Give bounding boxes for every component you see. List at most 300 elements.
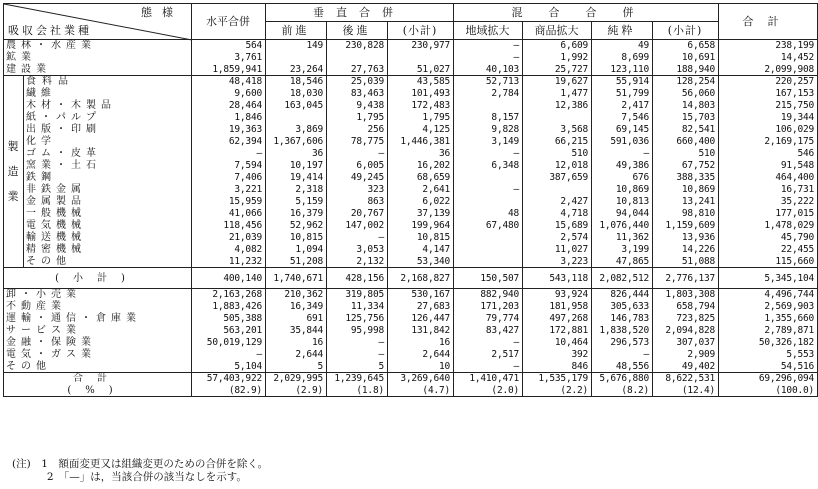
- table-cell: 54,516: [719, 361, 818, 373]
- table-cell: 4,718: [523, 208, 592, 220]
- table-cell: [266, 112, 327, 124]
- table-cell: 35,222: [719, 196, 818, 208]
- table-cell: 53,340: [388, 256, 454, 268]
- table-cell: 43,585: [388, 76, 454, 88]
- table-cell: 2,318: [266, 184, 327, 196]
- table-cell: 78,775: [327, 136, 388, 148]
- table-cell: 11,362: [592, 232, 653, 244]
- table-cell: 57,403,922: [192, 373, 266, 385]
- table-cell: 15,703: [653, 112, 719, 124]
- table-cell: 68,659: [388, 172, 454, 184]
- table-cell: 2,099,908: [719, 64, 818, 76]
- header-conglomerate-subtotal: (小計): [653, 22, 719, 40]
- table-cell: 2,641: [388, 184, 454, 196]
- subtotal-row: [4, 268, 818, 289]
- header-pure: 純粋: [592, 22, 653, 40]
- table-cell: 1,478,029: [719, 220, 818, 232]
- table-cell: 35,844: [266, 325, 327, 337]
- table-row: [4, 160, 818, 172]
- table-cell: 167,153: [719, 88, 818, 100]
- table-cell: 1,446,381: [388, 136, 454, 148]
- table-cell: 2,427: [523, 196, 592, 208]
- table-cell: 28,464: [192, 100, 266, 112]
- table-cell: 52,713: [454, 76, 523, 88]
- header-forward: 前進: [266, 22, 327, 40]
- total-row: [4, 373, 818, 385]
- table-cell: 67,752: [653, 160, 719, 172]
- row-label: 輸送機械: [24, 232, 192, 244]
- table-cell: [454, 100, 523, 112]
- table-cell: 1,367,606: [266, 136, 327, 148]
- table-row: [4, 256, 818, 268]
- table-cell: 4,125: [388, 124, 454, 136]
- table-cell: —: [192, 349, 266, 361]
- row-label: ゴム・皮革: [24, 148, 192, 160]
- table-cell: —: [192, 148, 266, 160]
- table-cell: 50,326,182: [719, 337, 818, 349]
- table-cell: 2,168,827: [388, 268, 454, 289]
- table-cell: 564: [192, 40, 266, 52]
- table-cell: 79,774: [454, 313, 523, 325]
- table-cell: 546: [719, 148, 818, 160]
- table-cell: 40,103: [454, 64, 523, 76]
- table-cell: 3,053: [327, 244, 388, 256]
- table-cell: 8,622,531: [653, 373, 719, 385]
- table-cell: 428,156: [327, 268, 388, 289]
- table-cell: 98,810: [653, 208, 719, 220]
- table-cell: 93,924: [523, 289, 592, 301]
- table-cell: 47,865: [592, 256, 653, 268]
- table-cell: 67,480: [454, 220, 523, 232]
- table-cell: [454, 244, 523, 256]
- table-cell: 8,157: [454, 112, 523, 124]
- row-label: 木材・木製品: [24, 100, 192, 112]
- table-cell: 510: [653, 148, 719, 160]
- table-cell: 6,348: [454, 160, 523, 172]
- table-cell: 23,264: [266, 64, 327, 76]
- table-cell: 12,386: [523, 100, 592, 112]
- table-cell: [523, 112, 592, 124]
- row-label: 合計: [4, 373, 192, 385]
- table-cell: 2,132: [327, 256, 388, 268]
- percent-row: [4, 385, 818, 397]
- table-cell: 16,349: [266, 301, 327, 313]
- table-cell: 863: [327, 196, 388, 208]
- table-cell: 14,226: [653, 244, 719, 256]
- table-cell: 51,799: [592, 88, 653, 100]
- table-cell: 543,118: [523, 268, 592, 289]
- table-cell: 3,149: [454, 136, 523, 148]
- table-cell: —: [327, 337, 388, 349]
- table-cell: 1,535,179: [523, 373, 592, 385]
- row-label: 窯業・土石: [24, 160, 192, 172]
- table-cell: 45,790: [719, 232, 818, 244]
- table-cell: 22,455: [719, 244, 818, 256]
- table-cell: 2,417: [592, 100, 653, 112]
- table-cell: 1,803,308: [653, 289, 719, 301]
- side-label-char: 業: [7, 190, 19, 203]
- table-cell: 400,140: [192, 268, 266, 289]
- table-cell: 21,039: [192, 232, 266, 244]
- header-area-expansion: 地域拡大: [454, 22, 523, 40]
- table-cell: 5: [327, 361, 388, 373]
- table-cell: 826,444: [592, 289, 653, 301]
- table-cell: 14,452: [719, 52, 818, 64]
- table-row: [4, 100, 818, 112]
- table-cell: 676: [592, 172, 653, 184]
- table-cell: 199,964: [388, 220, 454, 232]
- table-row: [4, 76, 818, 88]
- table-cell: (8.2): [592, 385, 653, 397]
- table-cell: 5,159: [266, 196, 327, 208]
- row-label: その他: [24, 256, 192, 268]
- table-cell: 323: [327, 184, 388, 196]
- table-cell: 2,644: [388, 349, 454, 361]
- table-cell: 6,609: [523, 40, 592, 52]
- table-cell: 5,553: [719, 349, 818, 361]
- table-cell: 723,825: [653, 313, 719, 325]
- table-cell: 181,958: [523, 301, 592, 313]
- table-cell: 19,627: [523, 76, 592, 88]
- table-cell: 4,496,744: [719, 289, 818, 301]
- header-vertical-subtotal: (小計): [388, 22, 454, 40]
- table-cell: [388, 52, 454, 64]
- table-cell: 505,388: [192, 313, 266, 325]
- table-cell: 11,334: [327, 301, 388, 313]
- table-cell: 36: [266, 148, 327, 160]
- table-cell: 50,019,129: [192, 337, 266, 349]
- table-cell: 19,363: [192, 124, 266, 136]
- table-cell: 6,022: [388, 196, 454, 208]
- row-label: (%): [4, 385, 192, 397]
- table-cell: 10,813: [592, 196, 653, 208]
- table-cell: 10,197: [266, 160, 327, 172]
- table-row: [4, 349, 818, 361]
- table-cell: 52,962: [266, 220, 327, 232]
- table-cell: 125,756: [327, 313, 388, 325]
- table-cell: —: [327, 349, 388, 361]
- table-cell: 305,633: [592, 301, 653, 313]
- table-cell: 126,447: [388, 313, 454, 325]
- table-cell: 94,044: [592, 208, 653, 220]
- table-cell: 392: [523, 349, 592, 361]
- table-cell: 9,828: [454, 124, 523, 136]
- table-row: [4, 232, 818, 244]
- table-cell: 3,199: [592, 244, 653, 256]
- table-cell: 530,167: [388, 289, 454, 301]
- table-cell: 49,245: [327, 172, 388, 184]
- table-cell: 3,761: [192, 52, 266, 64]
- table-row: [4, 244, 818, 256]
- table-cell: 2,909: [653, 349, 719, 361]
- header-diagonal-cell: [4, 4, 192, 40]
- table-cell: 2,517: [454, 349, 523, 361]
- manufacturing-side-label: [4, 76, 24, 268]
- table-cell: 10,869: [592, 184, 653, 196]
- table-cell: —: [454, 40, 523, 52]
- row-label: その他: [4, 361, 192, 373]
- table-cell: 27,763: [327, 64, 388, 76]
- table-cell: 10: [388, 361, 454, 373]
- table-cell: 48,556: [592, 361, 653, 373]
- table-cell: 1,094: [266, 244, 327, 256]
- table-cell: 18,030: [266, 88, 327, 100]
- table-cell: 691: [266, 313, 327, 325]
- header-total: 合計: [719, 4, 818, 40]
- table-cell: 128,254: [653, 76, 719, 88]
- table-cell: 150,507: [454, 268, 523, 289]
- table-cell: —: [454, 337, 523, 349]
- header-horizontal: 水平合併: [192, 4, 266, 40]
- table-cell: 69,296,094: [719, 373, 818, 385]
- row-label: 電気・ガス業: [4, 349, 192, 361]
- table-cell: 7,594: [192, 160, 266, 172]
- row-label: 卸・小売業: [4, 289, 192, 301]
- table-cell: 16: [266, 337, 327, 349]
- table-cell: 83,427: [454, 325, 523, 337]
- row-label: 鉱業: [4, 52, 192, 64]
- table-cell: 10,815: [388, 232, 454, 244]
- side-label-char: 造: [7, 165, 19, 178]
- table-cell: 1,410,471: [454, 373, 523, 385]
- table-cell: 7,406: [192, 172, 266, 184]
- table-cell: 3,568: [523, 124, 592, 136]
- table-cell: 83,463: [327, 88, 388, 100]
- table-cell: 62,394: [192, 136, 266, 148]
- table-cell: 1,883,426: [192, 301, 266, 313]
- table-cell: 2,776,137: [653, 268, 719, 289]
- row-label: 金融・保険業: [4, 337, 192, 349]
- note-1: (注) 1 額面変更又は組織変更のための合併を除く。: [12, 458, 269, 470]
- table-cell: 16: [388, 337, 454, 349]
- row-label: 食料品: [24, 76, 192, 88]
- table-cell: 41,066: [192, 208, 266, 220]
- table-cell: 1,740,671: [266, 268, 327, 289]
- table-cell: 464,400: [719, 172, 818, 184]
- table-cell: 55,914: [592, 76, 653, 88]
- table-cell: 123,110: [592, 64, 653, 76]
- table-cell: (82.9): [192, 385, 266, 397]
- table-cell: —: [454, 52, 523, 64]
- row-label: 繊維: [24, 88, 192, 100]
- table-row: [4, 112, 818, 124]
- table-cell: 2,169,175: [719, 136, 818, 148]
- table-cell: 11,232: [192, 256, 266, 268]
- side-label-char: 製: [7, 140, 19, 153]
- table-cell: 56,060: [653, 88, 719, 100]
- table-cell: 4,082: [192, 244, 266, 256]
- row-label: サービス業: [4, 325, 192, 337]
- row-label: 非鉄金属: [24, 184, 192, 196]
- table-cell: 37,139: [388, 208, 454, 220]
- table-cell: 296,573: [592, 337, 653, 349]
- table-cell: 510: [523, 148, 592, 160]
- table-cell: [454, 232, 523, 244]
- table-cell: 82,541: [653, 124, 719, 136]
- table-body-lower: [4, 289, 818, 397]
- table-cell: 230,828: [327, 40, 388, 52]
- merger-table: [3, 3, 818, 397]
- row-label: 出版・印刷: [24, 124, 192, 136]
- table-cell: 2,094,828: [653, 325, 719, 337]
- table-cell: 1,477: [523, 88, 592, 100]
- table-row: [4, 40, 818, 52]
- table-cell: 1,355,660: [719, 313, 818, 325]
- table-cell: 7,546: [592, 112, 653, 124]
- table-cell: 660,400: [653, 136, 719, 148]
- table-cell: —: [327, 232, 388, 244]
- table-cell: 591,036: [592, 136, 653, 148]
- row-label: (小計): [4, 268, 192, 289]
- table-cell: —: [592, 148, 653, 160]
- table-cell: (2.9): [266, 385, 327, 397]
- table-cell: 14,803: [653, 100, 719, 112]
- table-cell: (2.2): [523, 385, 592, 397]
- note-2: 2 「—」は，当該合併の該当なしを示す。: [12, 471, 247, 483]
- table-cell: 497,268: [523, 313, 592, 325]
- table-cell: 2,569,903: [719, 301, 818, 313]
- row-label: 電気機械: [24, 220, 192, 232]
- table-cell: 18,546: [266, 76, 327, 88]
- table-cell: 20,767: [327, 208, 388, 220]
- table-cell: [454, 256, 523, 268]
- row-label: 鉄鋼: [24, 172, 192, 184]
- table-cell: 4,147: [388, 244, 454, 256]
- table-cell: 10,815: [266, 232, 327, 244]
- table-cell: 5,345,104: [719, 268, 818, 289]
- table-cell: 2,784: [454, 88, 523, 100]
- row-label: 精密機械: [24, 244, 192, 256]
- table-cell: —: [454, 184, 523, 196]
- table-cell: 15,959: [192, 196, 266, 208]
- table-cell: 1,795: [327, 112, 388, 124]
- table-cell: 172,881: [523, 325, 592, 337]
- table-cell: 11,027: [523, 244, 592, 256]
- table-cell: 10,464: [523, 337, 592, 349]
- table-row: [4, 196, 818, 208]
- table-cell: 2,082,512: [592, 268, 653, 289]
- table-row: [4, 208, 818, 220]
- header-conglomerate: 混合合併: [454, 4, 719, 22]
- table-cell: 16,731: [719, 184, 818, 196]
- table-body-upper: [4, 40, 818, 289]
- row-label: 農林・水産業: [4, 40, 192, 52]
- table-cell: 27,683: [388, 301, 454, 313]
- row-label: 建設業: [4, 64, 192, 76]
- header-backward: 後進: [327, 22, 388, 40]
- table-cell: 2,029,995: [266, 373, 327, 385]
- notes: [12, 458, 268, 484]
- table-row: [4, 136, 818, 148]
- table-cell: 3,269,640: [388, 373, 454, 385]
- table-row: [4, 301, 818, 313]
- table-cell: 91,548: [719, 160, 818, 172]
- table-cell: 12,018: [523, 160, 592, 172]
- table-cell: 3,869: [266, 124, 327, 136]
- row-label: 不動産業: [4, 301, 192, 313]
- table-cell: 2,644: [266, 349, 327, 361]
- table-cell: 388,335: [653, 172, 719, 184]
- table-cell: 1,159,609: [653, 220, 719, 232]
- table-cell: 115,660: [719, 256, 818, 268]
- table-cell: —: [454, 361, 523, 373]
- table-cell: 210,362: [266, 289, 327, 301]
- table-cell: 5: [266, 361, 327, 373]
- table-cell: 13,241: [653, 196, 719, 208]
- table-cell: 49,386: [592, 160, 653, 172]
- table-row: [4, 361, 818, 373]
- table-cell: —: [454, 148, 523, 160]
- table-cell: 25,727: [523, 64, 592, 76]
- table-cell: 66,215: [523, 136, 592, 148]
- table-cell: [454, 172, 523, 184]
- table-cell: 8,699: [592, 52, 653, 64]
- table-cell: [327, 52, 388, 64]
- table-row: [4, 220, 818, 232]
- table-cell: —: [592, 349, 653, 361]
- table-cell: 6,005: [327, 160, 388, 172]
- table-cell: 882,940: [454, 289, 523, 301]
- table-row: [4, 325, 818, 337]
- table-row: [4, 289, 818, 301]
- table-cell: 106,029: [719, 124, 818, 136]
- table-row: [4, 337, 818, 349]
- table-cell: 1,795: [388, 112, 454, 124]
- table-cell: 5,676,880: [592, 373, 653, 385]
- table-cell: (2.0): [454, 385, 523, 397]
- table-cell: 172,483: [388, 100, 454, 112]
- table-cell: 36: [388, 148, 454, 160]
- table-cell: [266, 52, 327, 64]
- table-row: [4, 184, 818, 196]
- table-cell: (4.7): [388, 385, 454, 397]
- table-cell: 171,203: [454, 301, 523, 313]
- table-cell: 846: [523, 361, 592, 373]
- row-label: 金属製品: [24, 196, 192, 208]
- table-cell: 95,998: [327, 325, 388, 337]
- table-cell: 9,438: [327, 100, 388, 112]
- row-label: 化学: [24, 136, 192, 148]
- table-cell: 149: [266, 40, 327, 52]
- row-label: 紙・パルプ: [24, 112, 192, 124]
- table-cell: 146,783: [592, 313, 653, 325]
- table-cell: 215,750: [719, 100, 818, 112]
- table-cell: 9,600: [192, 88, 266, 100]
- table-row: [4, 124, 818, 136]
- table-row: [4, 313, 818, 325]
- table-cell: 10,869: [653, 184, 719, 196]
- table-cell: 6,658: [653, 40, 719, 52]
- table-cell: 256: [327, 124, 388, 136]
- table-cell: 1,846: [192, 112, 266, 124]
- table-cell: 49: [592, 40, 653, 52]
- row-label: 運輸・通信・倉庫業: [4, 313, 192, 325]
- table-cell: 48,418: [192, 76, 266, 88]
- table-cell: 3,221: [192, 184, 266, 196]
- header-mode-label: 態様: [141, 6, 183, 19]
- header-industry-label: 吸収会社業種: [8, 24, 92, 37]
- table-cell: 101,493: [388, 88, 454, 100]
- table-cell: 230,977: [388, 40, 454, 52]
- table-cell: 1,992: [523, 52, 592, 64]
- table-row: [4, 148, 818, 160]
- table-row: [4, 88, 818, 100]
- table-cell: [523, 184, 592, 196]
- header-vertical: 垂直合併: [266, 4, 454, 22]
- table-cell: 48: [454, 208, 523, 220]
- table-cell: 118,456: [192, 220, 266, 232]
- table-cell: (1.8): [327, 385, 388, 397]
